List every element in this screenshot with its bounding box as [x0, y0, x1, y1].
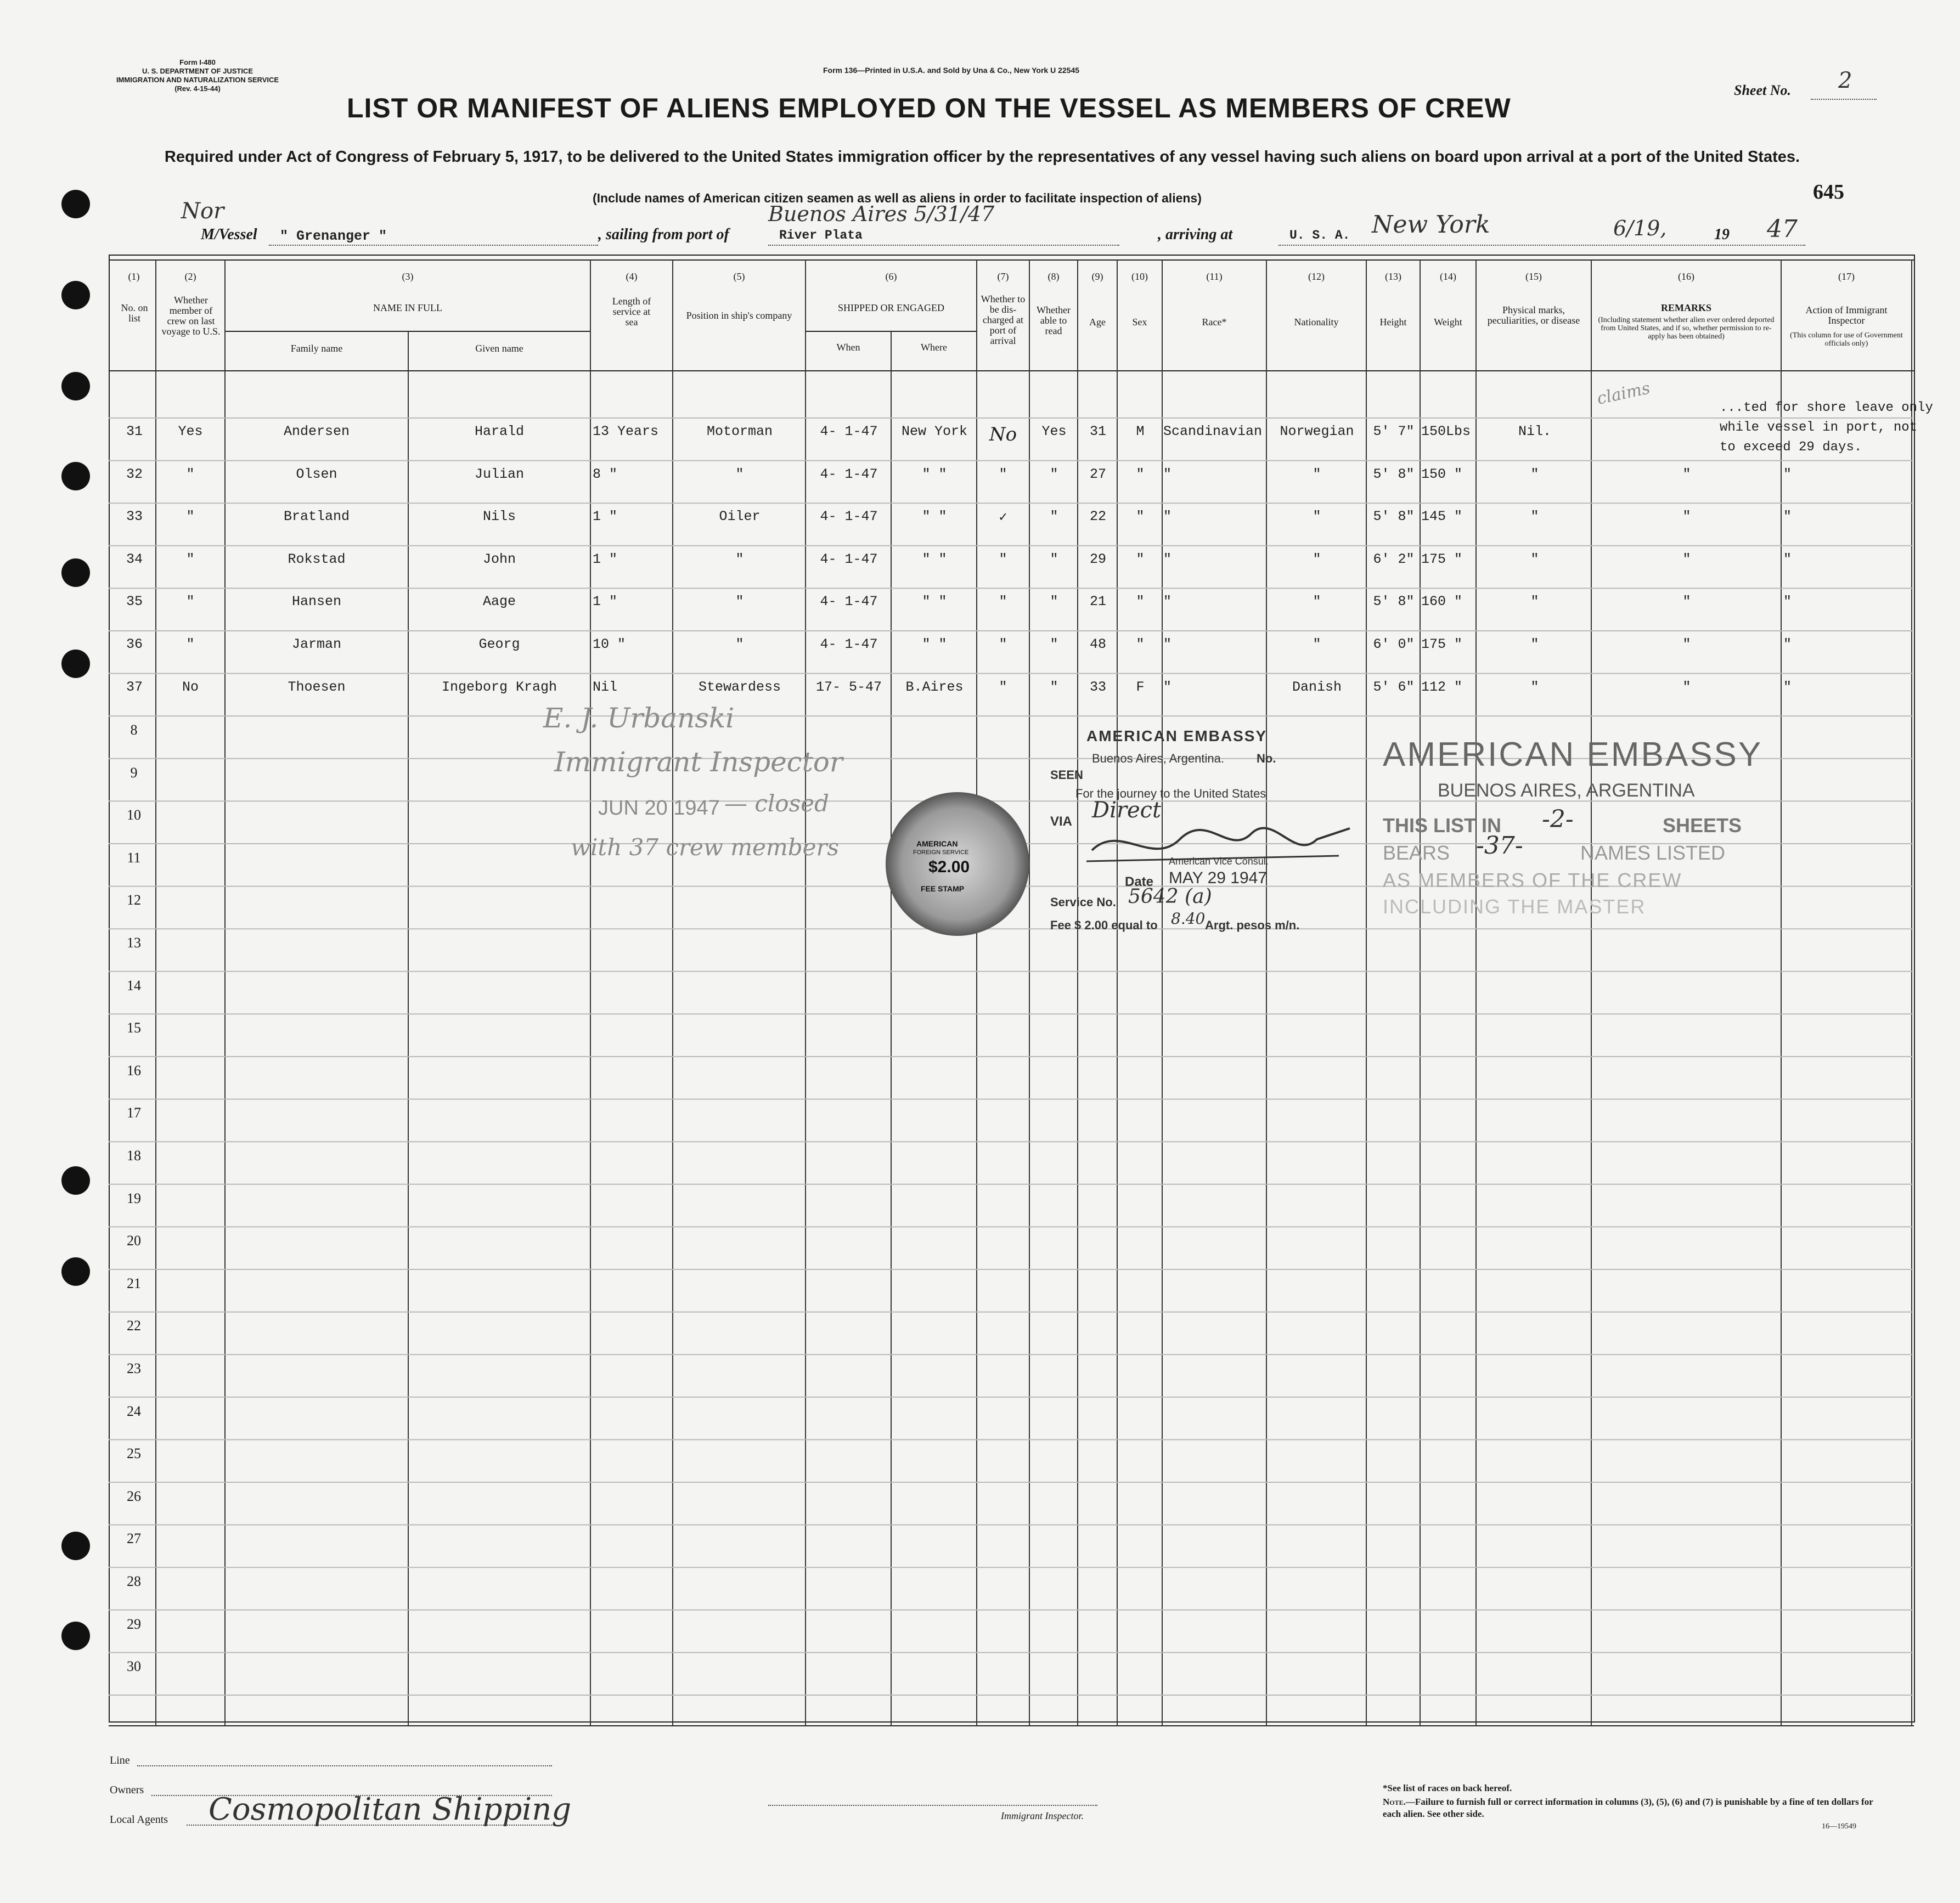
include-note: (Include names of American citizen seamen as well as aliens in order to facilitate inspection of aliens): [593, 191, 1202, 205]
crew-cell-family: Bratland: [283, 509, 350, 525]
col-label-position: Position in ship's company: [686, 310, 792, 321]
crew-cell-height: 5' 8": [1373, 466, 1415, 482]
crew-cell-sex: ": [1136, 594, 1145, 610]
col-label-given: Given name: [475, 343, 523, 354]
embassy-title: AMERICAN EMBASSY: [1086, 727, 1268, 744]
col-num-5: (5): [733, 271, 745, 282]
crew-cell-given: Nils: [482, 509, 516, 525]
crew-cell-when: 4- 1-47: [820, 509, 878, 525]
crew-cell-marks: ": [1530, 594, 1539, 610]
crew-cell-nationality: Norwegian: [1280, 423, 1354, 439]
embassy-city: Buenos Aires, Argentina.: [1092, 752, 1224, 765]
col-label-shipped: SHIPPED OR ENGAGED: [837, 302, 944, 313]
col-label-remarks-note: (Including statement whether alien ever ordered deported from United States, and if so, whether permission to re-apply has been obtained): [1598, 316, 1775, 341]
crew-cell-where: New York: [901, 423, 968, 439]
col-label-service: Length of service at sea: [612, 296, 651, 327]
crew-cell-position: Stewardess: [698, 679, 781, 695]
crew-cell-position: ": [735, 636, 744, 652]
fee-stamp-value: $2.00: [928, 858, 970, 876]
embassy-journey: For the journey to the United States: [1075, 787, 1266, 800]
footer-fine-note-text: —Failure to furnish full or correct information in columns (3), (5), (6) and (7) is punishable by a fine of ten dollars for each alien. See other side.: [1383, 1797, 1873, 1819]
crew-cell-age: 27: [1089, 466, 1106, 482]
crew-cell-given: Ingeborg Kragh: [441, 679, 557, 695]
crew-cell-family: Andersen: [283, 423, 350, 439]
footer-line-label: Line: [110, 1754, 130, 1766]
crew-cell-action: ": [1783, 594, 1792, 610]
crew-stamp-line3b: SHEETS: [1663, 814, 1742, 837]
row-number: 22: [127, 1318, 141, 1334]
col-label-discharged: Whether to be dis-charged at port of arrival: [981, 293, 1026, 346]
crew-cell-last-voyage: ": [186, 636, 195, 652]
row-number: 30: [127, 1658, 141, 1675]
col-label-sex: Sex: [1132, 317, 1147, 327]
crew-cell-age: 31: [1089, 423, 1106, 439]
crew-cell-last-voyage: ": [186, 594, 195, 610]
crew-cell-remarks: ": [1682, 509, 1691, 525]
page-title: LIST OR MANIFEST OF ALIENS EMPLOYED ON THE VESSEL AS MEMBERS OF CREW: [347, 93, 1511, 123]
col-label-when: When: [836, 342, 860, 353]
crew-cell-family: Hansen: [291, 594, 341, 610]
crew-cell-no: 32: [126, 466, 143, 482]
col-label-read: Whether able to read: [1037, 304, 1071, 336]
crew-cell-nationality: ": [1313, 466, 1321, 482]
crew-cell-position: ": [735, 594, 744, 610]
embassy-date: MAY 29 1947: [1169, 869, 1268, 887]
row-number: 20: [127, 1233, 141, 1249]
row-number: 12: [127, 892, 141, 908]
crew-cell-race: ": [1163, 551, 1172, 567]
col-num-14: (14): [1440, 271, 1456, 282]
crew-cell-race: ": [1163, 679, 1172, 695]
year-prefix: 19: [1714, 226, 1730, 243]
crew-cell-family: Rokstad: [288, 551, 346, 567]
crew-cell-service: 13 Years: [593, 423, 659, 439]
crew-cell-last-voyage: ": [186, 466, 195, 482]
inspector-name: E. J. Urbanski: [543, 702, 735, 734]
inspector-role: Immigrant Inspector: [554, 746, 843, 778]
crew-cell-marks: ": [1530, 551, 1539, 567]
crew-cell-no: 31: [126, 423, 143, 439]
row-number: 11: [127, 849, 141, 866]
crew-cell-height: 5' 7": [1373, 423, 1415, 439]
crew-cell-action: ": [1783, 466, 1792, 482]
embassy-date-label: Date: [1125, 874, 1154, 889]
embassy-consul: American Vice Consul.: [1169, 856, 1269, 867]
col-num-2: (2): [184, 271, 196, 282]
crew-cell-where: " ": [922, 509, 947, 525]
col-num-11: (11): [1206, 271, 1223, 282]
department: U. S. DEPARTMENT OF JUSTICE: [142, 67, 253, 75]
revision: (Rev. 4-15-44): [174, 84, 221, 93]
crew-cell-where: " ": [922, 594, 947, 610]
crew-cell-when: 17- 5-47: [815, 679, 882, 695]
crew-cell-read: ": [1050, 636, 1058, 652]
page-subtitle: Required under Act of Congress of February 5, 1917, to be delivered to the United States immigration officer by the representatives of any vessel having such aliens on board upon arrival at a port of the United States.: [164, 148, 1800, 166]
crew-stamp-names: -37-: [1476, 832, 1523, 860]
crew-cell-discharged: ": [999, 551, 1007, 567]
embassy-seen: SEEN: [1050, 768, 1083, 782]
col-num-13: (13): [1385, 271, 1401, 282]
crew-cell-discharged: ": [999, 466, 1007, 482]
crew-cell-read: ": [1050, 679, 1058, 695]
crew-stamp-line1: AMERICAN EMBASSY: [1383, 736, 1763, 773]
col-num-6: (6): [885, 271, 897, 282]
crew-cell-read: Yes: [1041, 423, 1067, 439]
crew-cell-when: 4- 1-47: [820, 423, 878, 439]
crew-cell-no: 36: [126, 636, 143, 652]
crew-cell-no: 33: [126, 509, 143, 525]
crew-cell-family: Olsen: [296, 466, 337, 482]
row-number: 8: [130, 722, 138, 738]
crew-cell-when: 4- 1-47: [820, 551, 878, 567]
col-num-12: (12): [1308, 271, 1325, 282]
col-label-marks: Physical marks, peculiarities, or disease: [1487, 304, 1580, 326]
crew-stamp-line5: AS MEMBERS OF THE CREW: [1383, 869, 1682, 891]
col-num-1: (1): [128, 271, 140, 282]
crew-cell-action: ": [1783, 551, 1792, 567]
crew-cell-remarks: ": [1682, 466, 1691, 482]
crew-cell-marks: ": [1530, 466, 1539, 482]
crew-cell-marks: Nil.: [1518, 423, 1551, 439]
crew-cell-family: Jarman: [291, 636, 341, 652]
col-label-remarks: REMARKS: [1660, 302, 1711, 313]
footer-code: 16—19549: [1822, 1822, 1856, 1831]
sailing-label: , sailing from port of: [598, 226, 729, 243]
crew-cell-action: ": [1783, 509, 1792, 525]
fee-stamp-top: AMERICAN: [916, 839, 958, 848]
crew-cell-sex: ": [1136, 466, 1145, 482]
crew-cell-age: 29: [1089, 551, 1106, 567]
crew-cell-position: Oiler: [719, 509, 761, 525]
crew-cell-where: " ": [922, 466, 947, 482]
inspector-closed: — closed: [724, 790, 829, 817]
crew-cell-service: 8 ": [593, 466, 618, 482]
crew-cell-weight: 175 ": [1421, 636, 1463, 652]
crew-cell-race: ": [1163, 509, 1172, 525]
col-num-3: (3): [402, 271, 414, 282]
crew-cell-sex: M: [1136, 423, 1145, 439]
crew-cell-height: 5' 6": [1373, 679, 1415, 695]
sheet-label: Sheet No.: [1734, 82, 1791, 98]
arrival-port-hand: New York: [1372, 211, 1490, 239]
crew-cell-when: 4- 1-47: [820, 636, 878, 652]
sheet-number: 2: [1838, 68, 1852, 93]
crew-cell-remarks: ": [1682, 679, 1691, 695]
crew-cell-last-voyage: ": [186, 509, 195, 525]
row-number: 19: [127, 1190, 141, 1206]
row-number: 16: [127, 1062, 141, 1078]
crew-cell-marks: ": [1530, 636, 1539, 652]
col-label-action: Action of Immigrant Inspector: [1805, 304, 1888, 326]
crew-cell-weight: 150 ": [1421, 466, 1463, 482]
crew-cell-weight: 112 ": [1421, 679, 1463, 695]
fee-stamp-seal: [886, 792, 1029, 936]
col-label-family: Family name: [290, 343, 343, 354]
crew-cell-remarks: ...ted for shore leave only while vessel in port, not to exceed 29 days.: [1720, 400, 1933, 455]
embassy-via-label: VIA: [1050, 814, 1073, 829]
crew-cell-family: Thoesen: [288, 679, 346, 695]
sailing-port: River Plata: [779, 228, 863, 242]
crew-cell-last-voyage: Yes: [178, 423, 203, 439]
row-number: 26: [127, 1488, 141, 1504]
embassy-fee-equal: 8.40: [1171, 910, 1206, 928]
year-hand: 47: [1767, 215, 1798, 243]
row-number: 29: [127, 1616, 141, 1632]
crew-cell-where: " ": [922, 636, 947, 652]
col-num-17: (17): [1838, 271, 1855, 282]
embassy-no-label: No.: [1257, 752, 1276, 765]
footer-fine-note: [1383, 1796, 1877, 1820]
arriving-label: , arriving at: [1158, 226, 1233, 243]
col-num-16: (16): [1678, 271, 1694, 282]
form-number: Form I-480: [179, 58, 216, 66]
crew-cell-action: ": [1783, 636, 1792, 652]
row-number: 25: [127, 1445, 141, 1462]
crew-cell-read: ": [1050, 594, 1058, 610]
col-num-10: (10): [1131, 271, 1148, 282]
crew-cell-marks: ": [1530, 679, 1539, 695]
crew-cell-read: ": [1050, 551, 1058, 567]
footer-races-note: *See list of races on back hereof.: [1383, 1783, 1512, 1793]
crew-stamp-line6: INCLUDING THE MASTER: [1383, 895, 1646, 918]
crew-stamp-sheets: -2-: [1542, 805, 1574, 833]
crew-stamp-line2: BUENOS AIRES, ARGENTINA: [1438, 780, 1695, 801]
col-label-no: No. on list: [121, 302, 148, 324]
crew-cell-age: 48: [1089, 636, 1106, 652]
crew-cell-race: Scandinavian: [1163, 423, 1263, 439]
crew-cell-weight: 175 ": [1421, 551, 1463, 567]
col-label-weight: Weight: [1434, 317, 1462, 327]
crew-cell-no: 37: [126, 679, 143, 695]
crew-cell-service: 1 ": [593, 509, 618, 525]
row-number: 24: [127, 1403, 141, 1419]
vessel-flag: Nor: [181, 199, 224, 224]
crew-cell-service: 1 ": [593, 594, 618, 610]
crew-cell-height: 5' 8": [1373, 594, 1415, 610]
crew-cell-nationality: ": [1313, 636, 1321, 652]
col-label-nationality: Nationality: [1294, 317, 1339, 327]
footer-owners-label: Owners: [110, 1784, 144, 1796]
service-name: IMMIGRATION AND NATURALIZATION SERVICE: [116, 76, 279, 84]
crew-stamp-line4b: NAMES LISTED: [1580, 842, 1726, 864]
crew-cell-position: ": [735, 551, 744, 567]
crew-cell-height: 6' 0": [1373, 636, 1415, 652]
crew-cell-where: " ": [922, 551, 947, 567]
crew-cell-nationality: ": [1313, 509, 1321, 525]
crew-cell-last-voyage: ": [186, 551, 195, 567]
crew-cell-race: ": [1163, 466, 1172, 482]
row-number: 21: [127, 1275, 141, 1291]
crew-cell-remarks: ": [1682, 636, 1691, 652]
col-label-height: Height: [1379, 317, 1407, 327]
row-number: 13: [127, 935, 141, 951]
page-number: 645: [1813, 180, 1844, 204]
row-number: 28: [127, 1573, 141, 1589]
crew-cell-height: 5' 8": [1373, 509, 1415, 525]
crew-cell-service: Nil: [593, 679, 618, 695]
crew-cell-sex: ": [1136, 551, 1145, 567]
inspector-crew-count: with 37 crew members: [571, 834, 840, 861]
col-num-7: (7): [997, 271, 1009, 282]
crew-cell-when: 4- 1-47: [820, 594, 878, 610]
row-number: 9: [130, 764, 138, 781]
crew-cell-read: ": [1050, 509, 1058, 525]
fee-stamp-service: FOREIGN SERVICE: [913, 849, 969, 856]
crew-cell-given: Harald: [474, 423, 524, 439]
crew-cell-age: 21: [1089, 594, 1106, 610]
crew-cell-race: ": [1163, 636, 1172, 652]
crew-cell-read: ": [1050, 466, 1058, 482]
printer-line: Form 136—Printed in U.S.A. and Sold by Una & Co., New York U 22545: [823, 66, 1080, 75]
crew-cell-nationality: Danish: [1292, 679, 1342, 695]
crew-cell-discharged: ✓: [999, 510, 1007, 526]
crew-cell-remarks: ": [1682, 551, 1691, 567]
col-label-race: Race*: [1202, 317, 1227, 327]
embassy-service-no: 5642 (a): [1128, 885, 1212, 908]
vessel-label: M/Vessel: [201, 226, 257, 243]
row-number: 10: [127, 807, 141, 823]
crew-cell-discharged: No: [989, 423, 1017, 445]
crew-cell-given: Aage: [482, 594, 516, 610]
crew-cell-when: 4- 1-47: [820, 466, 878, 482]
crew-cell-marks: ": [1530, 509, 1539, 525]
col-label-action-note: (This column for use of Government officials only): [1790, 331, 1903, 348]
crew-cell-weight: 160 ": [1421, 594, 1463, 610]
crew-cell-weight: 145 ": [1421, 509, 1463, 525]
crew-cell-nationality: ": [1313, 594, 1321, 610]
embassy-fee-text: Fee $ 2.00 equal to: [1050, 918, 1158, 932]
crew-cell-no: 35: [126, 594, 143, 610]
embassy-via-hand: Direct: [1092, 798, 1162, 823]
inspector-date-stamp: JUN 20 1947: [598, 797, 720, 820]
col-num-9: (9): [1091, 271, 1103, 282]
crew-cell-discharged: ": [999, 594, 1007, 610]
footer-line-field: [137, 1765, 552, 1766]
crew-cell-discharged: ": [999, 636, 1007, 652]
col-label-age: Age: [1089, 317, 1106, 327]
crew-stamp-line4a: BEARS: [1383, 842, 1450, 864]
crew-cell-given: Georg: [478, 636, 520, 652]
footer-inspector-label: Immigrant Inspector.: [1001, 1810, 1084, 1821]
footer-agents-hand: Cosmopolitan Shipping: [209, 1792, 572, 1827]
row-number: 27: [127, 1531, 141, 1547]
footer-agents-label: Local Agents: [110, 1814, 168, 1826]
crew-cell-position: Motorman: [706, 423, 773, 439]
sailing-port-hand: Buenos Aires 5/31/47: [768, 202, 995, 226]
crew-cell-nationality: ": [1313, 551, 1321, 567]
col-num-8: (8): [1047, 271, 1060, 282]
footer-fine-note-label: Note.: [1383, 1797, 1406, 1807]
row-number: 18: [127, 1148, 141, 1164]
crew-cell-sex: ": [1136, 509, 1145, 525]
crew-cell-age: 33: [1089, 679, 1106, 695]
crew-cell-service: 10 ": [593, 636, 626, 652]
crew-cell-age: 22: [1089, 509, 1106, 525]
embassy-fee-suffix: Argt. pesos m/n.: [1205, 918, 1300, 932]
row-number: 15: [127, 1020, 141, 1036]
col-num-15: (15): [1525, 271, 1542, 282]
footer-inspector-line: [768, 1805, 1097, 1806]
crew-stamp-line3a: THIS LIST IN: [1383, 814, 1501, 837]
col-label-where: Where: [921, 342, 947, 353]
row-number: 17: [127, 1105, 141, 1121]
crew-cell-position: ": [735, 466, 744, 482]
arrival-port: U. S. A.: [1289, 228, 1350, 242]
crew-cell-race: ": [1163, 594, 1172, 610]
row-number: 23: [127, 1360, 141, 1376]
crew-cell-height: 6' 2": [1373, 551, 1415, 567]
crew-cell-sex: ": [1136, 636, 1145, 652]
crew-cell-given: Julian: [474, 466, 524, 482]
crew-cell-last-voyage: No: [182, 679, 199, 695]
arrival-date-hand: 6/19,: [1613, 216, 1667, 240]
remarks-handwriting: claims: [1595, 379, 1652, 409]
col-label-name: NAME IN FULL: [373, 302, 442, 313]
fee-stamp-bottom: FEE STAMP: [921, 884, 965, 893]
crew-cell-sex: F: [1136, 679, 1145, 695]
crew-cell-discharged: ": [999, 679, 1007, 695]
crew-cell-remarks: ": [1682, 594, 1691, 610]
col-label-last-voyage: Whether member of crew on last voyage to U.S.: [161, 295, 221, 337]
crew-cell-service: 1 ": [593, 551, 618, 567]
col-num-4: (4): [626, 271, 638, 282]
crew-cell-given: John: [482, 551, 516, 567]
crew-cell-no: 34: [126, 551, 143, 567]
vessel-name: " Grenanger ": [280, 228, 387, 244]
crew-cell-action: ": [1783, 679, 1792, 695]
crew-cell-where: B.Aires: [905, 679, 964, 695]
crew-cell-weight: 150Lbs: [1421, 423, 1471, 439]
row-number: 14: [127, 977, 141, 993]
embassy-service-label: Service No.: [1050, 895, 1116, 909]
